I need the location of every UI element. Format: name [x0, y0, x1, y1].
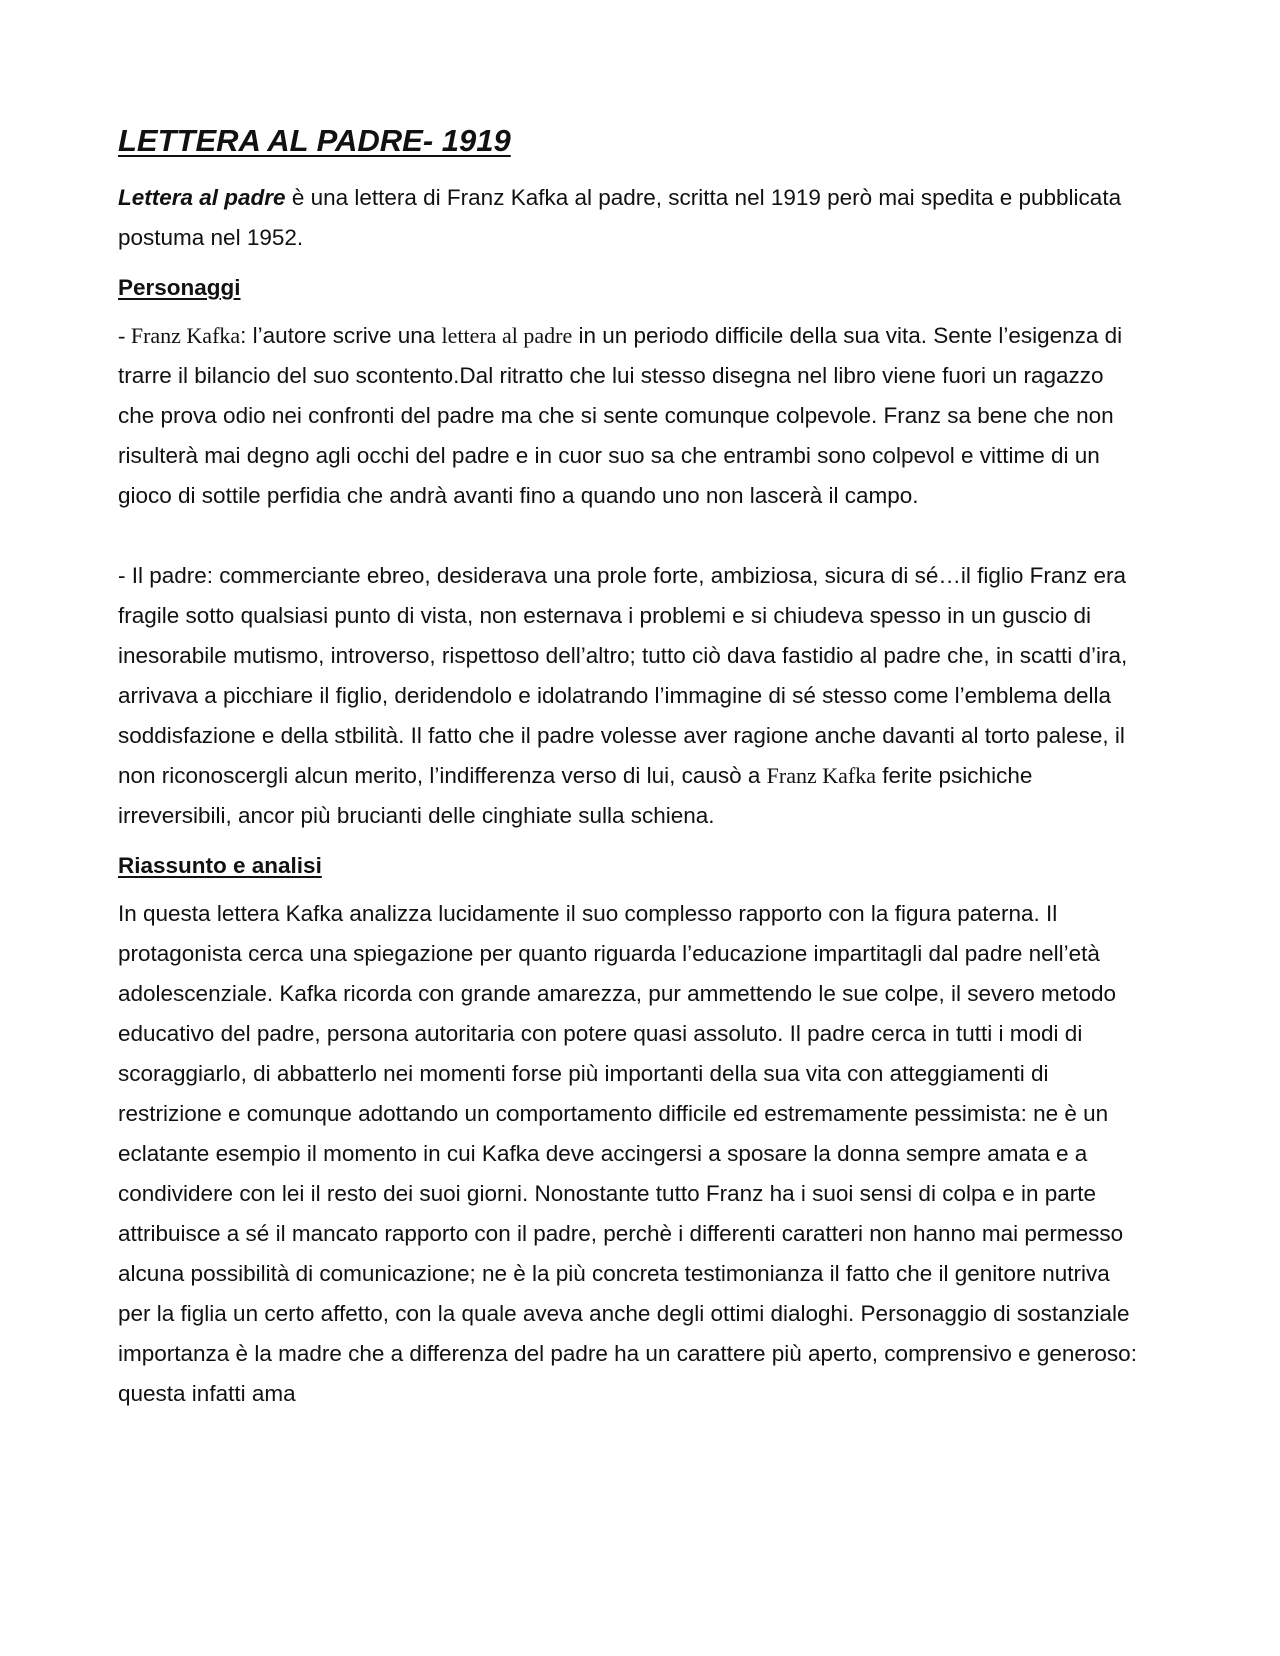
paragraph-padre [118, 556, 1140, 836]
intro-lead: Lettera al padre [118, 185, 286, 210]
heading-personaggi: Personaggi [118, 275, 241, 300]
kafka-dash: - [118, 323, 131, 348]
intro-paragraph [118, 178, 1140, 258]
padre-kafka-name: Franz Kafka [766, 763, 877, 788]
document-title: LETTERA AL PADRE- 1919 [118, 123, 511, 158]
padre-text-2: ferite psichiche irreversibili, ancor più brucianti delle cinghiate sulla schiena. [118, 763, 1033, 828]
paragraph-riassunto: In questa lettera Kafka analizza lucidamente il suo complesso rapporto con la figura paterna. Il protagonista cerca una spiegazione per quanto riguarda l’educazione impartitagli dal padre nell’età adolescenziale. Kafka ricorda con grande amarezza, pur ammettendo le sue colpe, il severo metodo educativo del padre, persona autoritaria con potere quasi assoluto. Il padre cerca in tutti i modi di scoraggiarlo, di abbatterlo nei momenti forse più importanti della sua vita con atteggiamenti di restrizione e comunque adottando un comportamento difficile ed estremamente pessimista: ne è un eclatante esempio il momento in cui Kafka deve accingersi a sposare la donna sempre amata e a condividere con lei il resto dei suoi giorni. Nonostante tutto Franz ha i suoi sensi di colpa e in parte attribuisce a sé il mancato rapporto con il padre, perchè i differenti caratteri non hanno mai permesso alcuna possibilità di comunicazione; ne è la più concreta testimonianza il fatto che il genitore nutriva per la figlia un certo affetto, con la quale aveva anche degli ottimi dialoghi. Personaggio di sostanziale importanza è la madre che a differenza del padre ha un carattere più aperto, comprensivo e generoso: questa infatti ama [118, 901, 1137, 1406]
kafka-text-1: : l’autore scrive una [240, 323, 442, 348]
intro-text: è una lettera di Franz Kafka al padre, scritta nel 1919 però mai spedita e pubblicata postuma nel 1952. [118, 185, 1122, 250]
kafka-name: Franz Kafka [130, 323, 241, 348]
paragraph-spacer [118, 516, 1140, 556]
kafka-text-2: in un periodo difficile della sua vita. Sente l’esigenza di trarre il bilancio del suo scontento.Dal ritratto che lui stesso disegna nel libro viene fuori un ragazzo che prova odio nei confronti del padre ma che si sente comunque colpevole. Franz sa bene che non risulterà mai degno agli occhi del padre e in cuor suo sa che entrambi sono colpevol e vittime di un gioco di sottile perfidia che andrà avanti fino a quando uno non lascerà il campo. [118, 323, 1123, 508]
paragraph-kafka [118, 316, 1140, 516]
heading-riassunto: Riassunto e analisi [118, 853, 322, 878]
kafka-phrase: lettera al padre [441, 323, 573, 348]
padre-text-1: - Il padre: commerciante ebreo, desiderava una prole forte, ambiziosa, sicura di sé…il figlio Franz era fragile sotto qualsiasi punto di vista, non esternava i problemi e si chiudeva spesso in un guscio di inesorabile mutismo, introverso, rispettoso dell’altro; tutto ciò dava fastidio al padre che, in scatti d’ira, arrivava a picchiare il figlio, deridendolo e idolatrando l’immagine di sé stesso come l’emblema della soddisfazione e della stbilità. Il fatto che il padre volesse aver ragione anche davanti al torto palese, il non riconoscergli alcun merito, l’indifferenza verso di lui, causò a [118, 563, 1128, 788]
